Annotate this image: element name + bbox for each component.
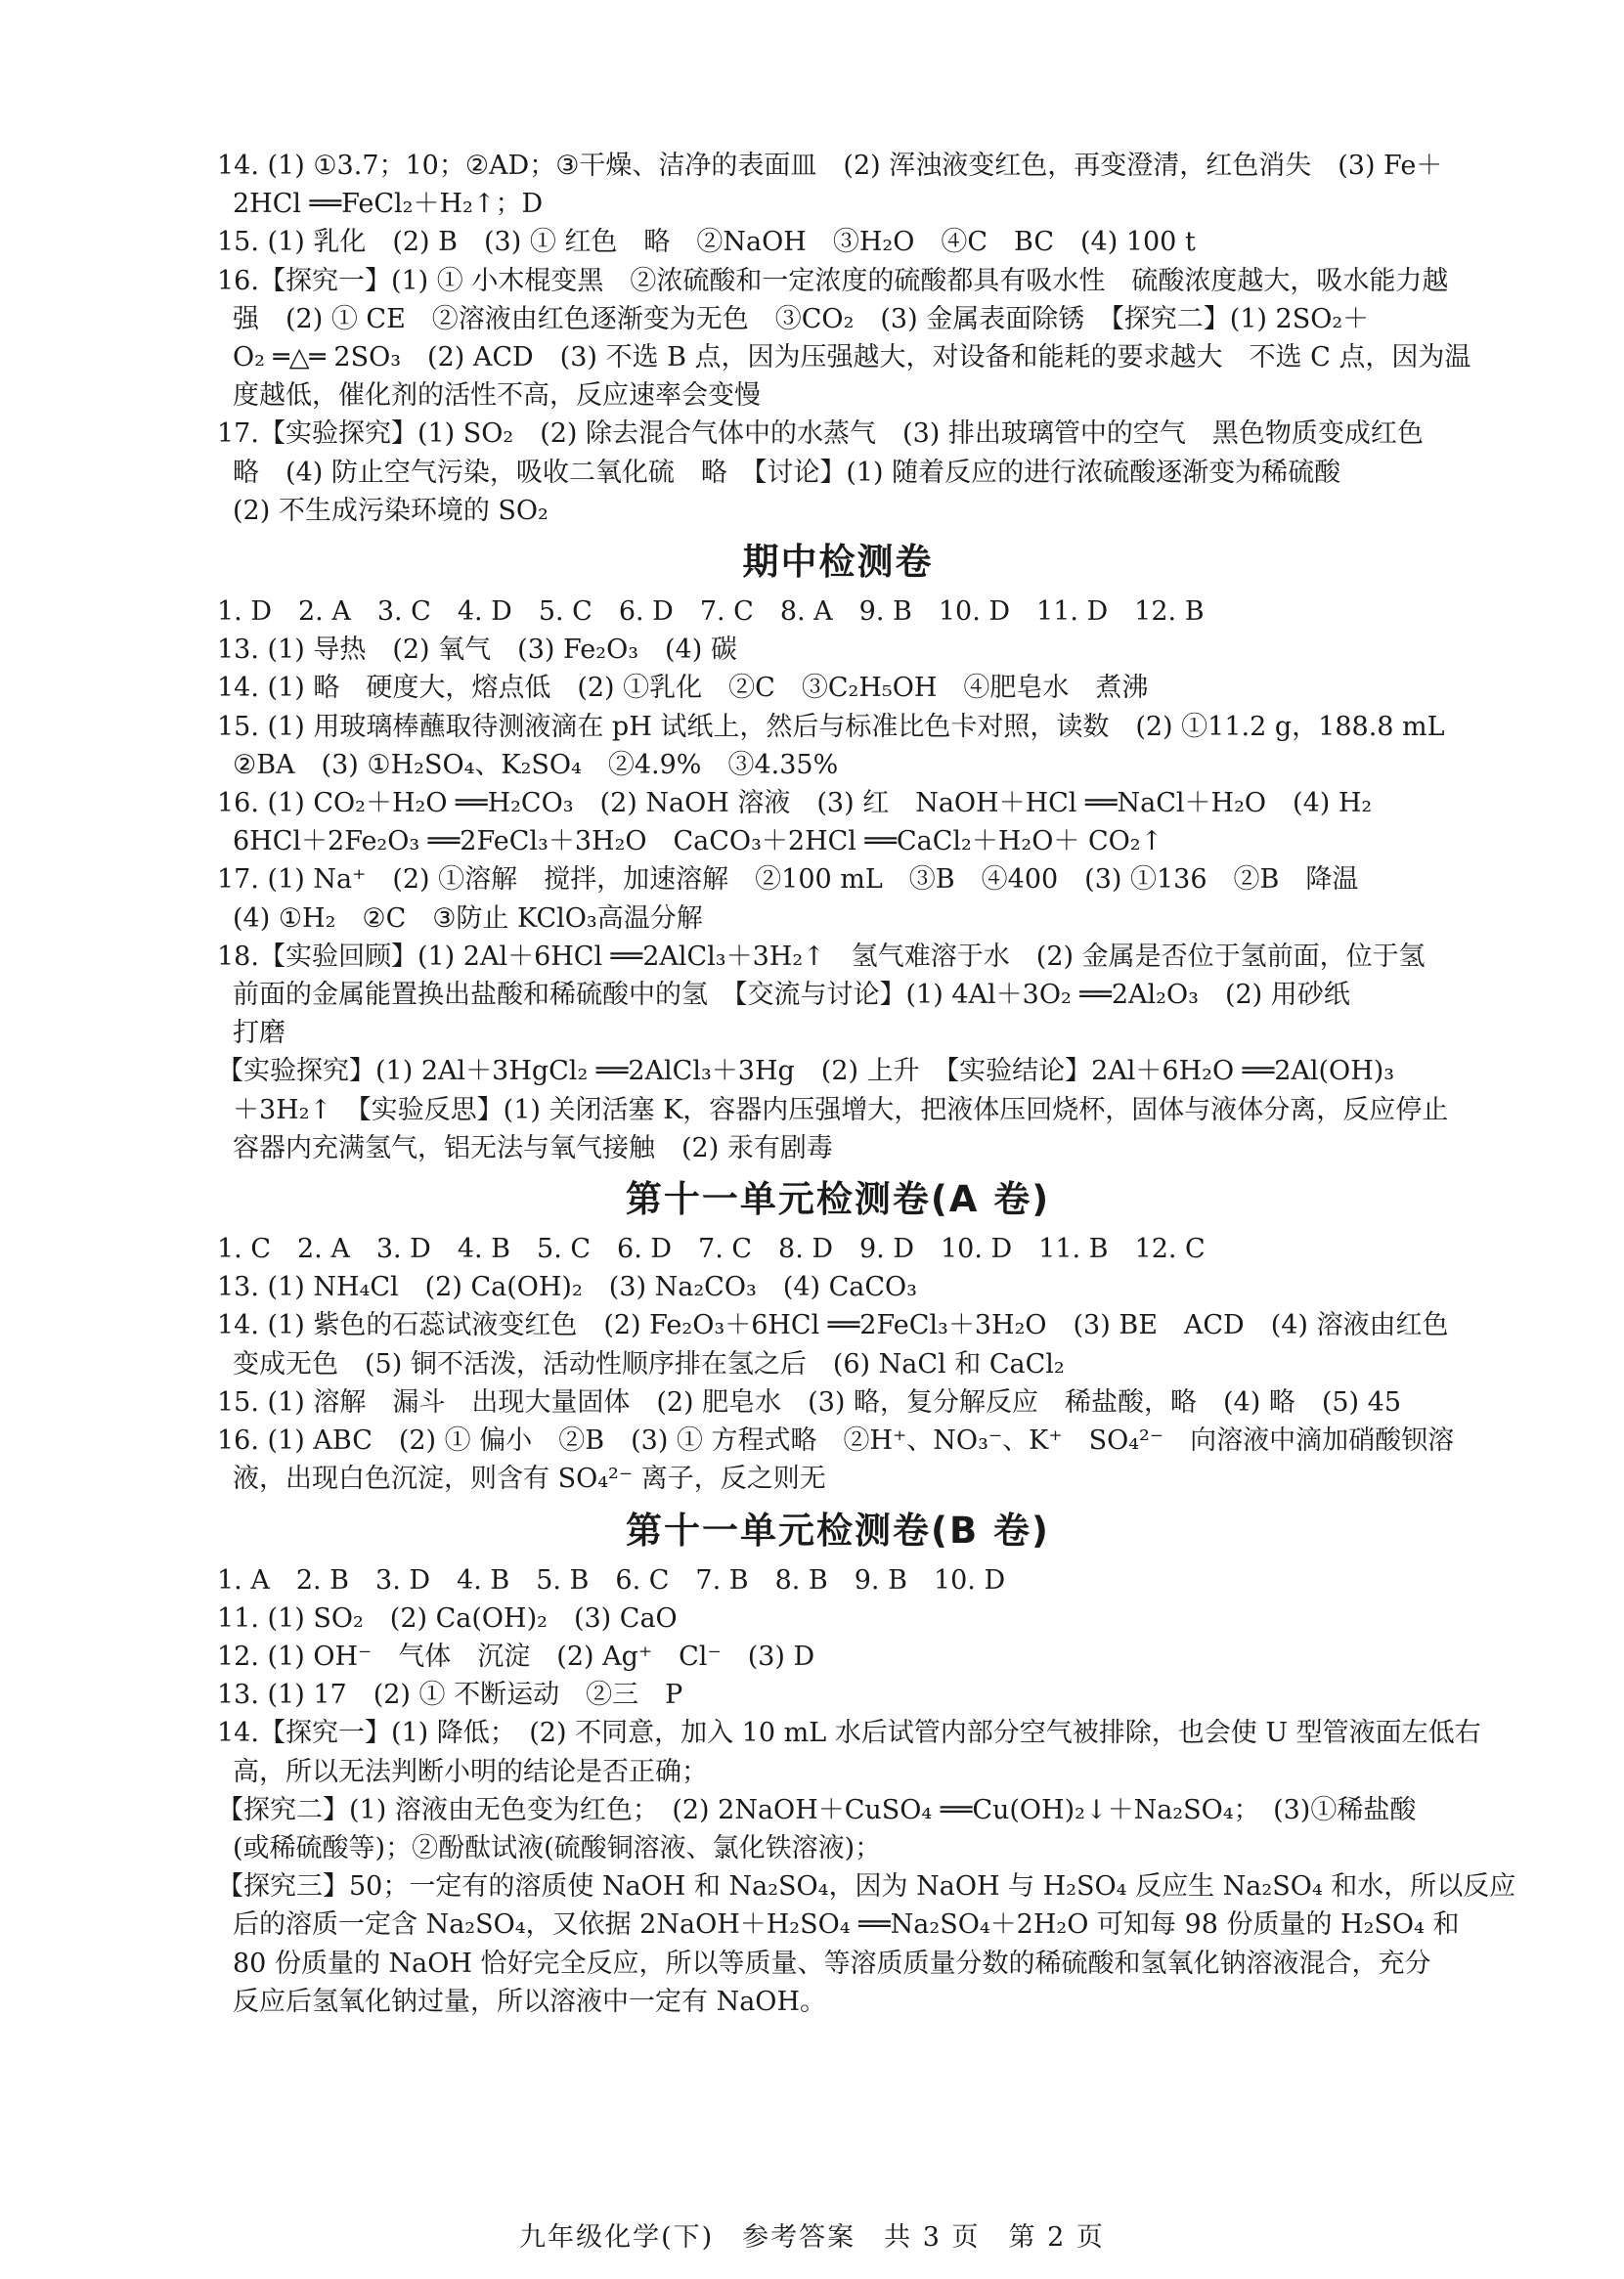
answer-line: (或稀硫酸等)；②酚酞试液(硫酸铜溶液、氯化铁溶液)； [233,1832,882,1863]
answer-line: 前面的金属能置换出盐酸和稀硫酸中的氢 【交流与讨论】(1) 4Al＋3O₂ ══2Al₂O₃ (2) 用砂纸 [233,980,1350,1011]
answer-line: 【实验探究】(1) 2Al＋3HgCl₂ ══2AlCl₃＋3Hg (2) 上升 【实验结论】2Al＋6H₂O ══2Al(OH)₃ [217,1056,1395,1087]
section-title: 第十一单元检测卷(A 卷) [625,1178,1051,1221]
answer-content [217,147,1516,2021]
answer-line: 16.【探究一】(1) ① 小木棍变黑 ②浓硫酸和一定浓度的硫酸都具有吸水性 硫酸浓度越大，吸水能力越 [217,265,1449,296]
answer-line: 【探究三】50；一定有的溶质使 NaOH 和 Na₂SO₄，因为 NaOH 与 H₂SO₄ 反应生 Na₂SO₄ 和水，所以反应 [217,1871,1516,1903]
answer-line: 14.【探究一】(1) 降低； (2) 不同意，加入 10 mL 水后试管内部分空气被排除，也会使 U 型管液面左低右 [217,1718,1481,1749]
page-footer: 九年级化学(下) 参考答案 共 3 页 第 2 页 [519,2222,1105,2253]
answer-line: 强 (2) ① CE ②溶液由红色逐渐变为无色 ③CO₂ (3) 金属表面除锈 【探究二】(1) 2SO₂＋ [233,303,1370,334]
answer-line: 11. (1) SO₂ (2) Ca(OH)₂ (3) CaO [217,1602,678,1634]
answer-line: 【探究二】(1) 溶液由无色变为红色； (2) 2NaOH＋CuSO₄ ══Cu(OH)₂↓＋Na₂SO₄； (3)①稀盐酸 [217,1794,1417,1825]
answer-line: 2HCl ══FeCl₂＋H₂↑；D [233,189,544,220]
section-title: 期中检测卷 [742,541,934,584]
section-title: 第十一单元检测卷(B 卷) [626,1509,1050,1552]
answer-line: 变成无色 (5) 铜不活泼，活动性顺序排在氢之后 (6) NaCl 和 CaCl₂ [233,1348,1065,1380]
answer-line: 13. (1) 17 (2) ① 不断运动 ②三 P [217,1680,683,1711]
answer-line: O₂ ═△═ 2SO₃ (2) ACD (3) 不选 B 点，因为压强越大，对设备和能耗的要求越大 不选 C 点，因为温 [233,342,1471,373]
answer-line: 13. (1) NH₄Cl (2) Ca(OH)₂ (3) Na₂CO₃ (4) CaCO₃ [217,1272,917,1303]
answer-line: 1. D 2. A 3. C 4. D 5. C 6. D 7. C 8. A 9. B 10. D 11. D 12. B [217,596,1205,628]
answer-line: 15. (1) 溶解 漏斗 出现大量固体 (2) 肥皂水 (3) 略，复分解反应 稀盐酸，略 (4) 略 (5) 45 [217,1386,1402,1418]
answer-line: 度越低，催化剂的活性不高，反应速率会变慢 [233,380,761,412]
answer-line: 13. (1) 导热 (2) 氧气 (3) Fe₂O₃ (4) 碳 [217,635,737,666]
answer-line: 18.【实验回顾】(1) 2Al＋6HCl ══2AlCl₃＋3H₂↑ 氢气难溶于水 (2) 金属是否位于氢前面，位于氢 [217,941,1426,972]
answer-line: 80 份质量的 NaOH 恰好完全反应，所以等质量、等溶质质量分数的稀硫酸和氢氧化钠溶液混合，充分 [233,1948,1431,1979]
answer-line: 略 (4) 防止空气污染，吸收二氧化硫 略 【讨论】(1) 随着反应的进行浓硫酸逐渐变为稀硫酸 [233,457,1341,488]
answer-line: 高，所以无法判断小明的结论是否正确； [233,1756,708,1787]
answer-line: ＋3H₂↑ 【实验反思】(1) 关闭活塞 K，容器内压强增大，把液体压回烧杯，固体与液体分离，反应停止 [233,1094,1449,1125]
answer-line: 14. (1) 紫色的石蕊试液变红色 (2) Fe₂O₃＋6HCl ══2FeCl₃＋3H₂O (3) BE ACD (4) 溶液由红色 [217,1310,1449,1341]
answer-line: 6HCl＋2Fe₂O₃ ══2FeCl₃＋3H₂O CaCO₃＋2HCl ══CaCl₂＋H₂O＋ CO₂↑ [233,826,1163,857]
answer-line: 容器内充满氢气，铝无法与氧气接触 (2) 汞有剧毒 [233,1132,833,1163]
answer-line: 17. (1) Na⁺ (2) ①溶解 搅拌，加速溶解 ②100 mL ③B ④400 (3) ①136 ②B 降温 [217,864,1359,896]
answer-line: (2) 不生成污染环境的 SO₂ [233,495,549,526]
answer-line: 12. (1) OH⁻ 气体 沉淀 (2) Ag⁺ Cl⁻ (3) D [217,1641,815,1672]
answer-line: 15. (1) 用玻璃棒蘸取待测液滴在 pH 试纸上，然后与标准比色卡对照，读数 (2) ①11.2 g，188.8 mL [217,711,1445,742]
answer-line: 1. A 2. B 3. D 4. B 5. B 6. C 7. B 8. B 9. B 10. D [217,1564,1006,1596]
answer-line: ②BA (3) ①H₂SO₄、K₂SO₄ ②4.9% ③4.35% [233,749,839,780]
answer-line: 打磨 [233,1018,285,1049]
answer-line: 16. (1) CO₂＋H₂O ══H₂CO₃ (2) NaOH 溶液 (3) 红 NaOH＋HCl ══NaCl＋H₂O (4) H₂ [217,788,1373,819]
answer-line: 反应后氢氧化钠过量，所以溶液中一定有 NaOH。 [233,1986,826,2017]
answer-line: 17.【实验探究】(1) SO₂ (2) 除去混合气体中的水蒸气 (3) 排出玻璃管中的空气 黑色物质变成红色 [217,418,1424,450]
answer-line: 1. C 2. A 3. D 4. B 5. C 6. D 7. C 8. D 9. D 10. D 11. B 12. C [217,1234,1206,1265]
answer-line: (4) ①H₂ ②C ③防止 KClO₃高温分解 [233,902,703,934]
answer-line: 16. (1) ABC (2) ① 偏小 ②B (3) ① 方程式略 ②H⁺、NO₃⁻、K⁺ SO₄²⁻ 向溶液中滴加硝酸钡溶 [217,1425,1455,1457]
answer-line: 14. (1) ①3.7；10；②AD；③干燥、洁净的表面皿 (2) 浑浊液变红色，再变澄清，红色消失 (3) Fe＋ [217,151,1443,181]
answer-line: 14. (1) 略 硬度大，熔点低 (2) ①乳化 ②C ③C₂H₅OH ④肥皂水 煮沸 [217,673,1149,704]
answer-line: 15. (1) 乳化 (2) B (3) ① 红色 略 ②NaOH ③H₂O ④C BC (4) 100 t [217,227,1196,258]
answer-line: 后的溶质一定含 Na₂SO₄，又依据 2NaOH＋H₂SO₄ ══Na₂SO₄＋2H₂O 可知每 98 份质量的 H₂SO₄ 和 [233,1909,1460,1941]
answer-line: 液，出现白色沉淀，则含有 SO₄²⁻ 离子，反之则无 [233,1464,826,1495]
